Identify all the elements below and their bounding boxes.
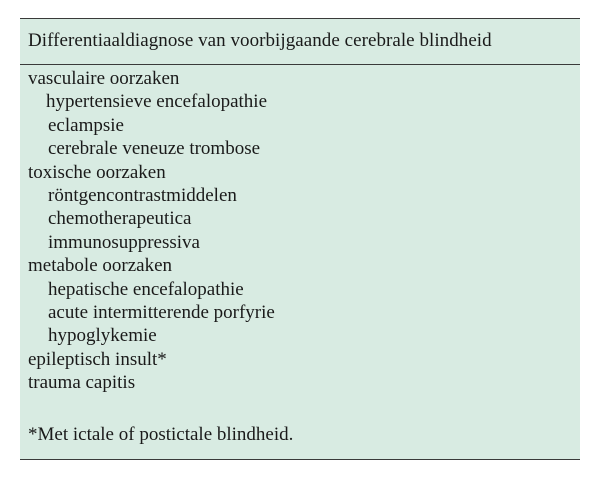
list-item-category: trauma capitis [28, 372, 136, 394]
header-divider [20, 64, 580, 65]
table-footnote: *Met ictale of postictale blindheid. [28, 424, 294, 445]
list-item: eclampsie [48, 114, 124, 136]
list-item: röntgencontrastmiddelen [48, 185, 237, 207]
list-item: hypoglykemie [48, 325, 157, 347]
list-item-category: metabole oorzaken [28, 255, 173, 277]
list-item-category: toxische oorzaken [28, 161, 166, 183]
list-item: chemotherapeutica [48, 208, 192, 230]
list-item-category: vasculaire oorzaken [28, 68, 180, 89]
list-item: hepatische encefalopathie [48, 278, 244, 300]
list-item: acute intermitterende porfyrie [48, 302, 275, 324]
table-title: Differentiaaldiagnose van voorbijgaande cerebrale blindheid [28, 30, 492, 51]
list-item: immunosuppressiva [48, 231, 200, 253]
diagnosis-list [28, 67, 275, 395]
list-item: hypertensieve encefalopathie [46, 91, 268, 113]
diagnosis-table [20, 18, 580, 460]
list-item: cerebrale veneuze trombose [48, 138, 261, 160]
list-item-category: epileptisch insult* [28, 348, 167, 370]
